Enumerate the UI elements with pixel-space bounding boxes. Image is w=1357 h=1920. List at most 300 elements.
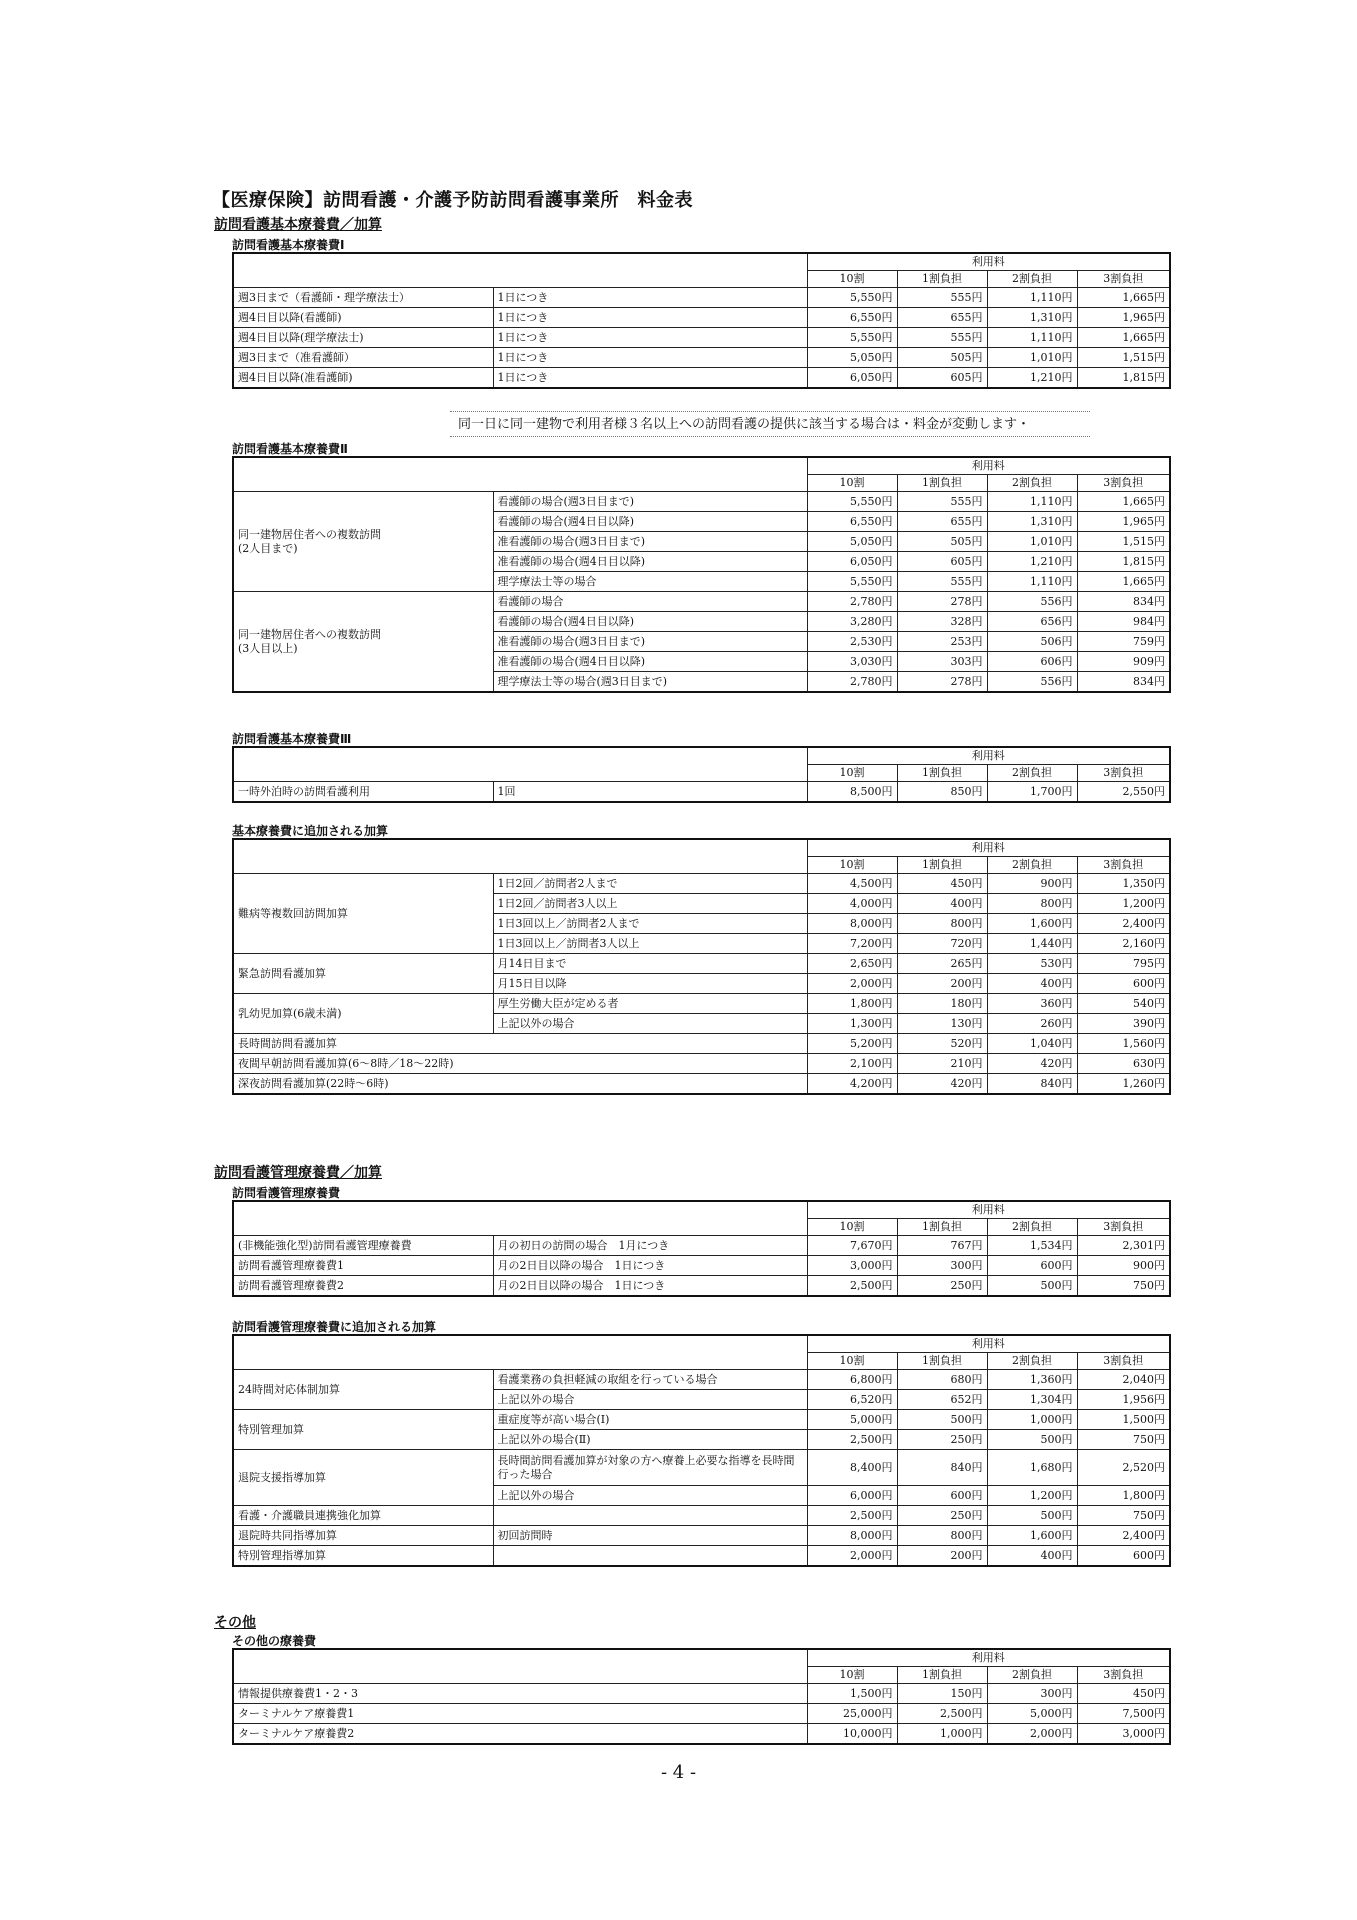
fee-value: 130円 [897,1014,987,1034]
fee-value: 328円 [897,612,987,632]
group-label: 乳幼児加算(6歳未満) [233,994,493,1034]
fee-value: 300円 [897,1256,987,1276]
header-c2: 1割負担 [897,271,987,288]
fee-value: 8,000円 [807,914,897,934]
table-row [233,288,1170,308]
table-basic-fee-3 [232,746,1171,803]
group-label: 退院支援指導加算 [233,1450,493,1506]
row-unit: 1日3回以上／訪問者3人以上 [493,934,807,954]
row-unit: 上記以外の場合 [493,1390,807,1410]
row-unit: 准看護師の場合(週3日目まで) [493,532,807,552]
fee-value: 5,550円 [807,572,897,592]
fee-value: 5,550円 [807,492,897,512]
header-c3: 2割負担 [987,1219,1077,1236]
table-management-additions [232,1334,1171,1567]
row-label: 特別管理指導加算 [233,1546,493,1567]
group-label: 24時間対応体制加算 [233,1370,493,1410]
header-fee-label: 利用料 [807,1201,1170,1219]
fee-value: 150円 [897,1684,987,1704]
table-row [233,1526,1170,1546]
table1-title: 訪問看護基本療養費Ⅰ [232,238,345,252]
fee-value: 2,040円 [1077,1370,1170,1390]
fee-value: 1,800円 [1077,1486,1170,1506]
fee-value: 800円 [987,894,1077,914]
fee-value: 1,310円 [987,308,1077,328]
row-unit: 1日2回／訪問者2人まで [493,874,807,894]
row-unit: 重症度等が高い場合(Ⅰ) [493,1410,807,1430]
fee-value: 555円 [897,572,987,592]
fee-value: 7,500円 [1077,1704,1170,1724]
row-unit: 月の初日の訪問の場合 1月につき [493,1236,807,1256]
fee-value: 750円 [1077,1506,1170,1526]
fee-value: 180円 [897,994,987,1014]
group-label: 特別管理加算 [233,1410,493,1450]
fee-value: 656円 [987,612,1077,632]
fee-value: 555円 [897,288,987,308]
row-label: 週4日目以降(理学療法士) [233,328,493,348]
fee-value: 600円 [897,1486,987,1506]
row-label: 深夜訪問看護加算(22時～6時) [233,1074,807,1095]
row-label: 看護・介護職員連携強化加算 [233,1506,493,1526]
row-label: 情報提供療養費1・2・3 [233,1684,807,1704]
row-unit [493,1546,807,1567]
row-unit: 1日につき [493,328,807,348]
header-c2: 1割負担 [897,1353,987,1370]
header-blank [233,253,807,288]
fee-value: 2,000円 [807,1546,897,1567]
fee-value: 555円 [897,492,987,512]
table-row [233,1256,1170,1276]
header-blank [233,839,807,874]
fee-value: 250円 [897,1276,987,1297]
fee-value: 540円 [1077,994,1170,1014]
header-c2: 1割負担 [897,765,987,782]
fee-value: 278円 [897,672,987,693]
fee-value: 5,000円 [807,1410,897,1430]
fee-value: 6,050円 [807,552,897,572]
fee-value: 6,550円 [807,512,897,532]
header-row [233,1649,1170,1667]
row-label: 週4日目以降(准看護師) [233,368,493,389]
row-unit [493,1506,807,1526]
fee-value: 400円 [987,1546,1077,1567]
fee-value: 400円 [897,894,987,914]
table-row [233,1410,1170,1430]
fee-value: 1,965円 [1077,308,1170,328]
section-heading-basic: 訪問看護基本療養費／加算 [214,217,382,233]
group-label: 同一建物居住者への複数訪問 (3人目以上) [233,592,493,693]
table-row [233,1506,1170,1526]
header-c1: 10割 [807,857,897,874]
header-c3: 2割負担 [987,1353,1077,1370]
fee-value: 25,000円 [807,1704,897,1724]
fee-value: 1,040円 [987,1034,1077,1054]
row-unit: 准看護師の場合(週3日目まで) [493,632,807,652]
row-label: 長時間訪問看護加算 [233,1034,807,1054]
header-fee-label: 利用料 [807,253,1170,271]
fee-value: 2,520円 [1077,1450,1170,1486]
fee-value: 2,000円 [807,974,897,994]
header-row [233,457,1170,475]
fee-value: 1,440円 [987,934,1077,954]
fee-value: 4,000円 [807,894,897,914]
fee-value: 1,534円 [987,1236,1077,1256]
fee-value: 1,500円 [807,1684,897,1704]
row-unit: 1日につき [493,308,807,328]
header-c2: 1割負担 [897,1219,987,1236]
row-label: (非機能強化型)訪問看護管理療養費 [233,1236,493,1256]
header-c2: 1割負担 [897,1667,987,1684]
fee-value: 420円 [897,1074,987,1095]
table-row [233,874,1170,894]
fee-value: 400円 [987,974,1077,994]
header-fee-label: 利用料 [807,747,1170,765]
fee-value: 200円 [897,974,987,994]
fee-value: 4,500円 [807,874,897,894]
fee-value: 1,000円 [897,1724,987,1745]
fee-value: 1,665円 [1077,328,1170,348]
table6-title: 訪問看護管理療養費に追加される加算 [232,1320,437,1334]
fee-value: 450円 [897,874,987,894]
table-row [233,782,1170,803]
row-unit: 看護師の場合(週3日目まで) [493,492,807,512]
row-unit: 長時間訪問看護加算が対象の方へ療養上必要な指導を長時間行った場合 [493,1450,807,1486]
row-unit: 上記以外の場合(Ⅱ) [493,1430,807,1450]
fee-value: 1,600円 [987,1526,1077,1546]
table-row [233,348,1170,368]
fee-value: 834円 [1077,672,1170,693]
header-row [233,839,1170,857]
fee-value: 655円 [897,308,987,328]
row-unit: 1日につき [493,368,807,389]
header-blank [233,747,807,782]
fee-value: 600円 [987,1256,1077,1276]
fee-value: 720円 [897,934,987,954]
row-unit: 月15日目以降 [493,974,807,994]
fee-value: 1,600円 [987,914,1077,934]
table-row [233,492,1170,512]
section-heading-other: その他 [214,1615,256,1631]
fee-value: 850円 [897,782,987,803]
fee-value: 210円 [897,1054,987,1074]
fee-value: 2,530円 [807,632,897,652]
fee-value: 1,515円 [1077,348,1170,368]
fee-value: 8,400円 [807,1450,897,1486]
header-row [233,747,1170,765]
fee-value: 800円 [897,1526,987,1546]
fee-value: 630円 [1077,1054,1170,1074]
fee-value: 505円 [897,348,987,368]
table-row [233,1236,1170,1256]
header-blank [233,457,807,492]
table-row [233,308,1170,328]
header-blank [233,1335,807,1370]
group-label: 同一建物居住者への複数訪問 (2人目まで) [233,492,493,592]
header-fee-label: 利用料 [807,457,1170,475]
header-c3: 2割負担 [987,765,1077,782]
fee-value: 1,110円 [987,572,1077,592]
fee-value: 2,160円 [1077,934,1170,954]
fee-value: 1,560円 [1077,1034,1170,1054]
header-c3: 2割負担 [987,271,1077,288]
row-label: 週3日まで（看護師・理学療法士） [233,288,493,308]
fee-value: 984円 [1077,612,1170,632]
fee-value: 1,010円 [987,532,1077,552]
fee-value: 3,030円 [807,652,897,672]
fee-value: 834円 [1077,592,1170,612]
header-c2: 1割負担 [897,857,987,874]
row-unit: 看護業務の負担軽減の取組を行っている場合 [493,1370,807,1390]
row-label: 訪問看護管理療養費2 [233,1276,493,1297]
fee-value: 1,110円 [987,328,1077,348]
table-row [233,1054,1170,1074]
fee-value: 530円 [987,954,1077,974]
fee-value: 450円 [1077,1684,1170,1704]
fee-value: 767円 [897,1236,987,1256]
fee-value: 900円 [1077,1256,1170,1276]
table-row [233,1370,1170,1390]
fee-value: 200円 [897,1546,987,1567]
fee-value: 1,210円 [987,368,1077,389]
fee-value: 265円 [897,954,987,974]
fee-value: 420円 [987,1054,1077,1074]
row-unit: 准看護師の場合(週4日目以降) [493,552,807,572]
fee-value: 5,050円 [807,532,897,552]
fee-value: 1,665円 [1077,572,1170,592]
fee-value: 1,260円 [1077,1074,1170,1095]
row-unit: 月の2日目以降の場合 1日につき [493,1276,807,1297]
fee-value: 253円 [897,632,987,652]
table-row [233,328,1170,348]
fee-value: 1,815円 [1077,552,1170,572]
fee-value: 2,500円 [807,1276,897,1297]
fee-value: 300円 [987,1684,1077,1704]
fee-value: 2,000円 [987,1724,1077,1745]
table-other-fees [232,1648,1171,1745]
fee-value: 7,200円 [807,934,897,954]
header-c4: 3割負担 [1077,1353,1170,1370]
table-row [233,954,1170,974]
table-row [233,1074,1170,1095]
fee-value: 278円 [897,592,987,612]
fee-value: 505円 [897,532,987,552]
fee-value: 390円 [1077,1014,1170,1034]
fee-value: 4,200円 [807,1074,897,1095]
fee-value: 7,670円 [807,1236,897,1256]
fee-value: 6,550円 [807,308,897,328]
row-unit: 看護師の場合 [493,592,807,612]
fee-value: 655円 [897,512,987,532]
fee-value: 500円 [987,1506,1077,1526]
fee-value: 6,000円 [807,1486,897,1506]
fee-value: 840円 [987,1074,1077,1095]
table-row [233,994,1170,1014]
fee-value: 600円 [1077,974,1170,994]
header-c1: 10割 [807,1667,897,1684]
fee-value: 909円 [1077,652,1170,672]
fee-value: 10,000円 [807,1724,897,1745]
fee-value: 2,100円 [807,1054,897,1074]
table-management-fee [232,1200,1171,1297]
page-title: 【医療保険】訪問看護・介護予防訪問看護事業所 料金表 [212,190,693,211]
table-basic-additions [232,838,1171,1095]
header-c4: 3割負担 [1077,1219,1170,1236]
fee-value: 506円 [987,632,1077,652]
fee-value: 2,550円 [1077,782,1170,803]
fee-value: 600円 [1077,1546,1170,1567]
header-c4: 3割負担 [1077,1667,1170,1684]
row-unit: 1日3回以上／訪問者2人まで [493,914,807,934]
table3-title: 訪問看護基本療養費Ⅲ [232,732,352,746]
fee-value: 8,000円 [807,1526,897,1546]
row-label: 夜間早朝訪問看護加算(6～8時／18～22時) [233,1054,807,1074]
fee-value: 5,000円 [987,1704,1077,1724]
row-unit: 初回訪問時 [493,1526,807,1546]
table2-title: 訪問看護基本療養費Ⅱ [232,442,348,456]
row-unit: 理学療法士等の場合 [493,572,807,592]
row-label: ターミナルケア療養費2 [233,1724,807,1745]
header-c2: 1割負担 [897,475,987,492]
fee-value: 3,280円 [807,612,897,632]
fee-value: 605円 [897,552,987,572]
header-row [233,253,1170,271]
row-unit: 理学療法士等の場合(週3日目まで) [493,672,807,693]
fee-value: 360円 [987,994,1077,1014]
fee-value: 840円 [897,1450,987,1486]
fee-value: 1,665円 [1077,288,1170,308]
row-label: 一時外泊時の訪問看護利用 [233,782,493,803]
fee-value: 1,965円 [1077,512,1170,532]
fee-value: 8,500円 [807,782,897,803]
table-row [233,1724,1170,1745]
row-unit: 看護師の場合(週4日目以降) [493,612,807,632]
section-heading-management: 訪問看護管理療養費／加算 [214,1165,382,1181]
fee-value: 750円 [1077,1276,1170,1297]
fee-value: 5,550円 [807,288,897,308]
fee-value: 1,200円 [987,1486,1077,1506]
fee-value: 1,200円 [1077,894,1170,914]
header-c1: 10割 [807,1219,897,1236]
row-label: 退院時共同指導加算 [233,1526,493,1546]
fee-value: 2,400円 [1077,1526,1170,1546]
fee-value: 606円 [987,652,1077,672]
row-unit: 上記以外の場合 [493,1486,807,1506]
fee-value: 2,500円 [807,1430,897,1450]
row-unit: 1日につき [493,288,807,308]
row-unit: 上記以外の場合 [493,1014,807,1034]
fee-value: 556円 [987,672,1077,693]
fee-value: 652円 [897,1390,987,1410]
fee-value: 1,310円 [987,512,1077,532]
fee-value: 795円 [1077,954,1170,974]
fee-value: 750円 [1077,1430,1170,1450]
fee-value: 250円 [897,1506,987,1526]
group-label: 難病等複数回訪問加算 [233,874,493,954]
row-label: 訪問看護管理療養費1 [233,1256,493,1276]
fee-value: 605円 [897,368,987,389]
fee-value: 1,350円 [1077,874,1170,894]
fee-value: 900円 [987,874,1077,894]
table-basic-fee-1 [232,252,1171,389]
fee-value: 1,665円 [1077,492,1170,512]
fee-value: 1,800円 [807,994,897,1014]
fee-value: 250円 [897,1430,987,1450]
row-unit: 1日2回／訪問者3人以上 [493,894,807,914]
fee-value: 1,680円 [987,1450,1077,1486]
fee-value: 556円 [987,592,1077,612]
row-label: ターミナルケア療養費1 [233,1704,807,1724]
fee-value: 500円 [987,1276,1077,1297]
fee-value: 1,110円 [987,492,1077,512]
fee-value: 2,301円 [1077,1236,1170,1256]
fee-value: 1,000円 [987,1410,1077,1430]
fee-value: 759円 [1077,632,1170,652]
table-row [233,1450,1170,1486]
fee-value: 555円 [897,328,987,348]
row-unit: 1回 [493,782,807,803]
fee-value: 1,700円 [987,782,1077,803]
fee-value: 2,780円 [807,592,897,612]
header-c4: 3割負担 [1077,271,1170,288]
row-unit: 1日につき [493,348,807,368]
table-row [233,1276,1170,1297]
row-unit: 月14日目まで [493,954,807,974]
fee-value: 5,050円 [807,348,897,368]
table-row [233,368,1170,389]
fee-value: 1,300円 [807,1014,897,1034]
fee-value: 2,500円 [897,1704,987,1724]
fee-value: 520円 [897,1034,987,1054]
table-row [233,1684,1170,1704]
fee-value: 1,304円 [987,1390,1077,1410]
header-fee-label: 利用料 [807,839,1170,857]
fee-value: 1,110円 [987,288,1077,308]
notice-text: 同一日に同一建物で利用者様３名以上への訪問看護の提供に該当する場合は・料金が変動します・ [450,411,1090,437]
header-c3: 2割負担 [987,857,1077,874]
table7-title: その他の療養費 [232,1634,317,1648]
header-c4: 3割負担 [1077,857,1170,874]
header-blank [233,1649,807,1684]
row-unit: 准看護師の場合(週4日目以降) [493,652,807,672]
fee-value: 680円 [897,1370,987,1390]
fee-value: 6,800円 [807,1370,897,1390]
fee-value: 1,956円 [1077,1390,1170,1410]
table-row [233,592,1170,612]
table-basic-fee-2 [232,456,1171,693]
table5-title: 訪問看護管理療養費 [232,1186,341,1200]
header-row [233,1201,1170,1219]
row-unit: 月の2日目以降の場合 1日につき [493,1256,807,1276]
header-c3: 2割負担 [987,1667,1077,1684]
header-c1: 10割 [807,765,897,782]
fee-value: 1,360円 [987,1370,1077,1390]
row-label: 週3日まで（准看護師） [233,348,493,368]
header-c3: 2割負担 [987,475,1077,492]
header-c1: 10割 [807,475,897,492]
group-label: 緊急訪問看護加算 [233,954,493,994]
fee-value: 500円 [987,1430,1077,1450]
fee-value: 2,400円 [1077,914,1170,934]
fee-value: 1,210円 [987,552,1077,572]
table-row [233,1034,1170,1054]
header-c1: 10割 [807,1353,897,1370]
fee-value: 2,780円 [807,672,897,693]
fee-value: 500円 [897,1410,987,1430]
fee-value: 1,010円 [987,348,1077,368]
fee-value: 260円 [987,1014,1077,1034]
table-row [233,1546,1170,1567]
fee-value: 5,550円 [807,328,897,348]
